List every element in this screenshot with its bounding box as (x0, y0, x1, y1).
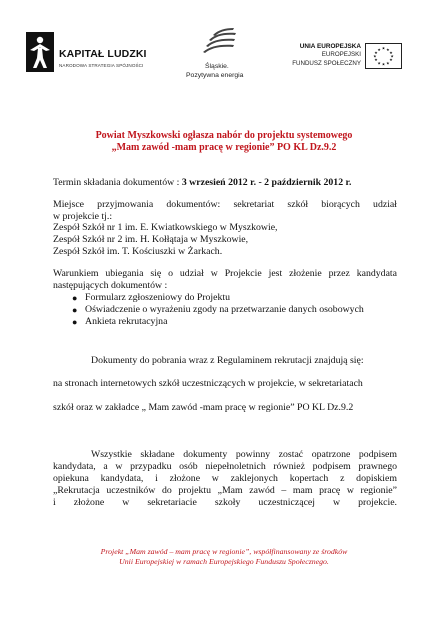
submission-line5: i złożone w sekretariacie szkoły uczestniczącej w projekcie. (53, 497, 397, 508)
document-item: Formularz zgłoszeniowy do Projektu (85, 292, 231, 303)
slaskie-emblem-icon (200, 26, 240, 58)
slaskie-name: Śląskie. (205, 63, 229, 70)
condition-line1: Warunkiem ubiegania się o udział w Projekcie jest złożenie przez kandydata (53, 268, 397, 279)
school-item: Zespół Szkół im. T. Kościuszki w Żarkach. (53, 246, 223, 257)
bullet-icon: ● (72, 293, 78, 303)
slaskie-logo (186, 26, 262, 82)
submission-line2: kandydata, a w przypadku osób niepełnoletnich również podpisem prawnego (53, 461, 397, 472)
deadline-label: Termin składania dokumentów : (53, 177, 180, 188)
svg-text:★: ★ (386, 60, 390, 66)
ue-line1: UNIA EUROPEJSKA (299, 43, 361, 50)
svg-text:★: ★ (381, 45, 386, 51)
submission-line4: „Rekrutacja uczestników do projektu „Mam zawód – mam pracę w regionie” (53, 485, 397, 496)
location-line1: Miejsce przyjmowania dokumentów: sekretariat szkół biorących udział (53, 199, 397, 210)
svg-text:★: ★ (377, 60, 381, 66)
svg-text:★: ★ (374, 49, 378, 55)
submission-line1: Wszystkie składane dokumenty powinny zostać opatrzone podpisem (91, 449, 397, 460)
svg-text:★: ★ (390, 53, 394, 59)
submission-line3: opiekuna kandydata, i złożone w zaklejonych kopertach z dopiskiem (53, 473, 397, 484)
svg-text:★: ★ (386, 46, 390, 52)
bullet-icon: ● (72, 305, 78, 315)
svg-text:★: ★ (389, 49, 393, 55)
slaskie-slogan: Pozytywna energia (186, 72, 244, 79)
announcement-title-line2: „Mam zawód -mam pracę w regionie” PO KL Dz.9.2 (111, 142, 337, 153)
kapital-ludzki-subtitle: NARODOWA STRATEGIA SPÓJNOŚCI (59, 63, 144, 68)
footer-line2: Unii Europejskiej w ramach Europejskiego Funduszu Społecznego. (119, 557, 329, 566)
document-item: Ankieta rekrutacyjna (85, 316, 168, 327)
ue-efs-logo (288, 43, 416, 83)
eu-flag-icon (365, 43, 402, 69)
svg-text:★: ★ (374, 57, 378, 63)
kapital-ludzki-emblem-icon (26, 32, 54, 72)
footer-line1: Projekt „Mam zawód – mam pracę w regionie”, współfinansowany ze środków (100, 547, 348, 556)
location-line2: w projekcie tj.: (53, 211, 113, 222)
bullet-icon: ● (72, 317, 78, 327)
svg-text:★: ★ (381, 61, 386, 67)
svg-text:★: ★ (377, 46, 381, 52)
downloads-line2: na stronach internetowych szkół uczestniczących w projekcie, w sekretariatach (53, 378, 363, 389)
svg-text:★: ★ (389, 57, 393, 63)
deadline-value: 3 wrzesień 2012 r. - 2 październik 2012 r. (181, 177, 352, 188)
downloads-line1: Dokumenty do pobrania wraz z Regulaminem rekrutacji znajdują się: (91, 355, 364, 366)
downloads-line3: szkół oraz w zakładce „ Mam zawód -mam pracę w regionie” PO KL Dz.9.2 (53, 402, 354, 413)
document-item: Oświadczenie o wyrażeniu zgody na przetwarzanie danych osobowych (85, 304, 364, 315)
school-item: Zespół Szkół nr 1 im. E. Kwiatkowskiego w Myszkowie, (53, 222, 278, 233)
ue-line3: FUNDUSZ SPOŁECZNY (292, 59, 361, 67)
ue-line2: EUROPEJSKI (321, 51, 361, 59)
kapital-ludzki-title: KAPITAŁ LUDZKI (59, 48, 147, 60)
deadline-line (53, 177, 351, 189)
announcement-title-line1: Powiat Myszkowski ogłasza nabór do projektu systemowego (95, 130, 353, 141)
school-item: Zespół Szkół nr 2 im. H. Kołłątaja w Myszkowie, (53, 234, 249, 245)
kapital-ludzki-logo (26, 32, 166, 72)
condition-line2: następujących dokumentów : (53, 280, 168, 291)
svg-text:★: ★ (373, 53, 377, 59)
